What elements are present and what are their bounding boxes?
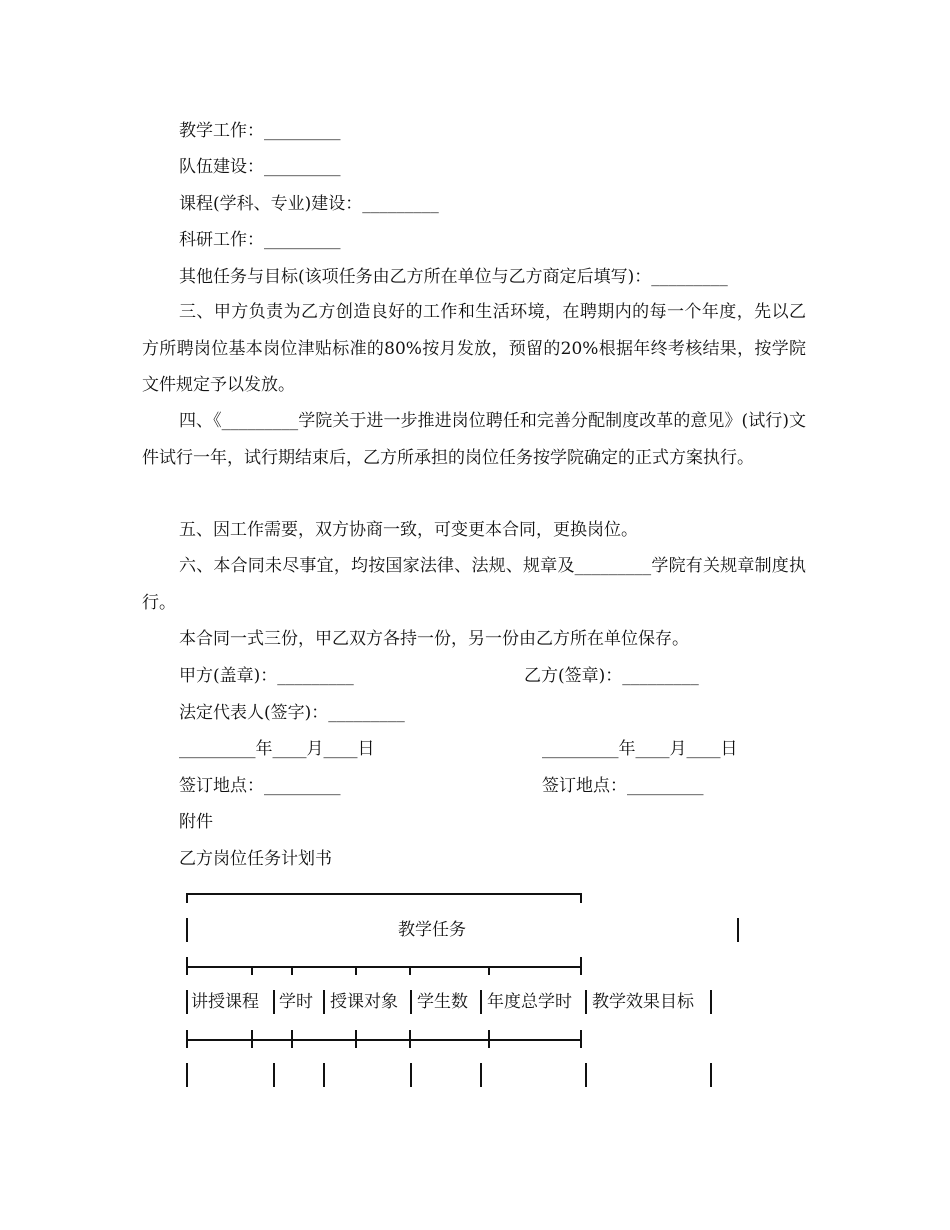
table-border xyxy=(710,1063,712,1087)
table-border xyxy=(585,1063,587,1087)
column-header: 讲授课程 xyxy=(191,992,259,1012)
table-divider xyxy=(186,1039,581,1041)
table-border xyxy=(580,1030,582,1048)
team-building-line: 队伍建设：_________ xyxy=(179,157,341,177)
table-border xyxy=(410,990,412,1014)
legal-representative: 法定代表人(签字)：_________ xyxy=(179,703,405,723)
place-a: 签订地点：_________ xyxy=(179,776,341,796)
column-header: 年度总学时 xyxy=(487,992,572,1012)
table-border xyxy=(186,957,188,975)
table-border xyxy=(480,1063,482,1087)
table-border xyxy=(323,1063,325,1087)
attachment-label: 附件 xyxy=(179,812,213,832)
table-border xyxy=(710,990,712,1014)
copies-line: 本合同一式三份，甲乙双方各持一份，另一份由乙方所在单位保存。 xyxy=(179,629,689,649)
party-a-seal: 甲方(盖章)：_________ xyxy=(179,666,354,686)
column-header: 授课对象 xyxy=(330,992,398,1012)
table-top-border xyxy=(186,893,581,895)
table-border xyxy=(323,990,325,1014)
table-border xyxy=(186,893,188,903)
clause-5: 五、因工作需要，双方协商一致，可变更本合同，更换岗位。 xyxy=(179,520,638,540)
table-border xyxy=(580,893,582,903)
table-border xyxy=(355,1030,357,1048)
table-border xyxy=(186,1063,188,1087)
table-border xyxy=(273,1063,275,1087)
table-border xyxy=(291,1030,293,1048)
date-a: _________年____月____日 xyxy=(179,739,375,759)
table-border xyxy=(737,918,739,942)
curriculum-line: 课程(学科、专业)建设：_________ xyxy=(179,194,439,214)
place-b: 签订地点：_________ xyxy=(542,776,704,796)
party-b-sign: 乙方(签章)：_________ xyxy=(524,666,699,686)
table-border xyxy=(580,957,582,975)
table-border xyxy=(410,1063,412,1087)
table-border xyxy=(355,966,357,975)
table-border xyxy=(585,990,587,1014)
clause-6: 六、本合同未尽事宜，均按国家法律、法规、规章及_________学院有关规章制度执行。 xyxy=(142,556,806,613)
table-border xyxy=(409,1030,411,1048)
plan-title: 乙方岗位任务计划书 xyxy=(179,849,332,869)
clause-4: 四、《_________学院关于进一步推进岗位聘任和完善分配制度改革的意见》(试行)文件试行一年，试行期结束后，乙方所承担的岗位任务按学院确定的正式方案执行。 xyxy=(142,411,806,468)
table-border xyxy=(186,918,188,942)
table-divider xyxy=(186,966,581,968)
table-border xyxy=(186,990,188,1014)
table-border xyxy=(251,1030,253,1048)
table-border xyxy=(409,966,411,975)
other-tasks-line: 其他任务与目标(该项任务由乙方所在单位与乙方商定后填写)：_________ xyxy=(179,267,728,287)
column-header: 学时 xyxy=(279,992,313,1012)
clause-3: 三、甲方负责为乙方创造良好的工作和生活环境，在聘期内的每一个年度，先以乙方所聘岗位基本岗位津贴标准的80%按月发放，预留的20%根据年终考核结果，按学院文件规定予以发放。 xyxy=(142,302,806,395)
column-header: 教学效果目标 xyxy=(592,992,694,1012)
teaching-work-line: 教学工作：_________ xyxy=(179,121,341,141)
research-line: 科研工作：_________ xyxy=(179,230,341,250)
table-border xyxy=(251,966,253,975)
table-border xyxy=(488,1030,490,1048)
table-border xyxy=(291,966,293,975)
table-border xyxy=(488,966,490,975)
table-header-teaching-task: 教学任务 xyxy=(398,920,466,940)
table-border xyxy=(186,1030,188,1048)
column-header: 学生数 xyxy=(417,992,468,1012)
table-border xyxy=(273,990,275,1014)
table-border xyxy=(480,990,482,1014)
date-b: _________年____月____日 xyxy=(542,739,738,759)
